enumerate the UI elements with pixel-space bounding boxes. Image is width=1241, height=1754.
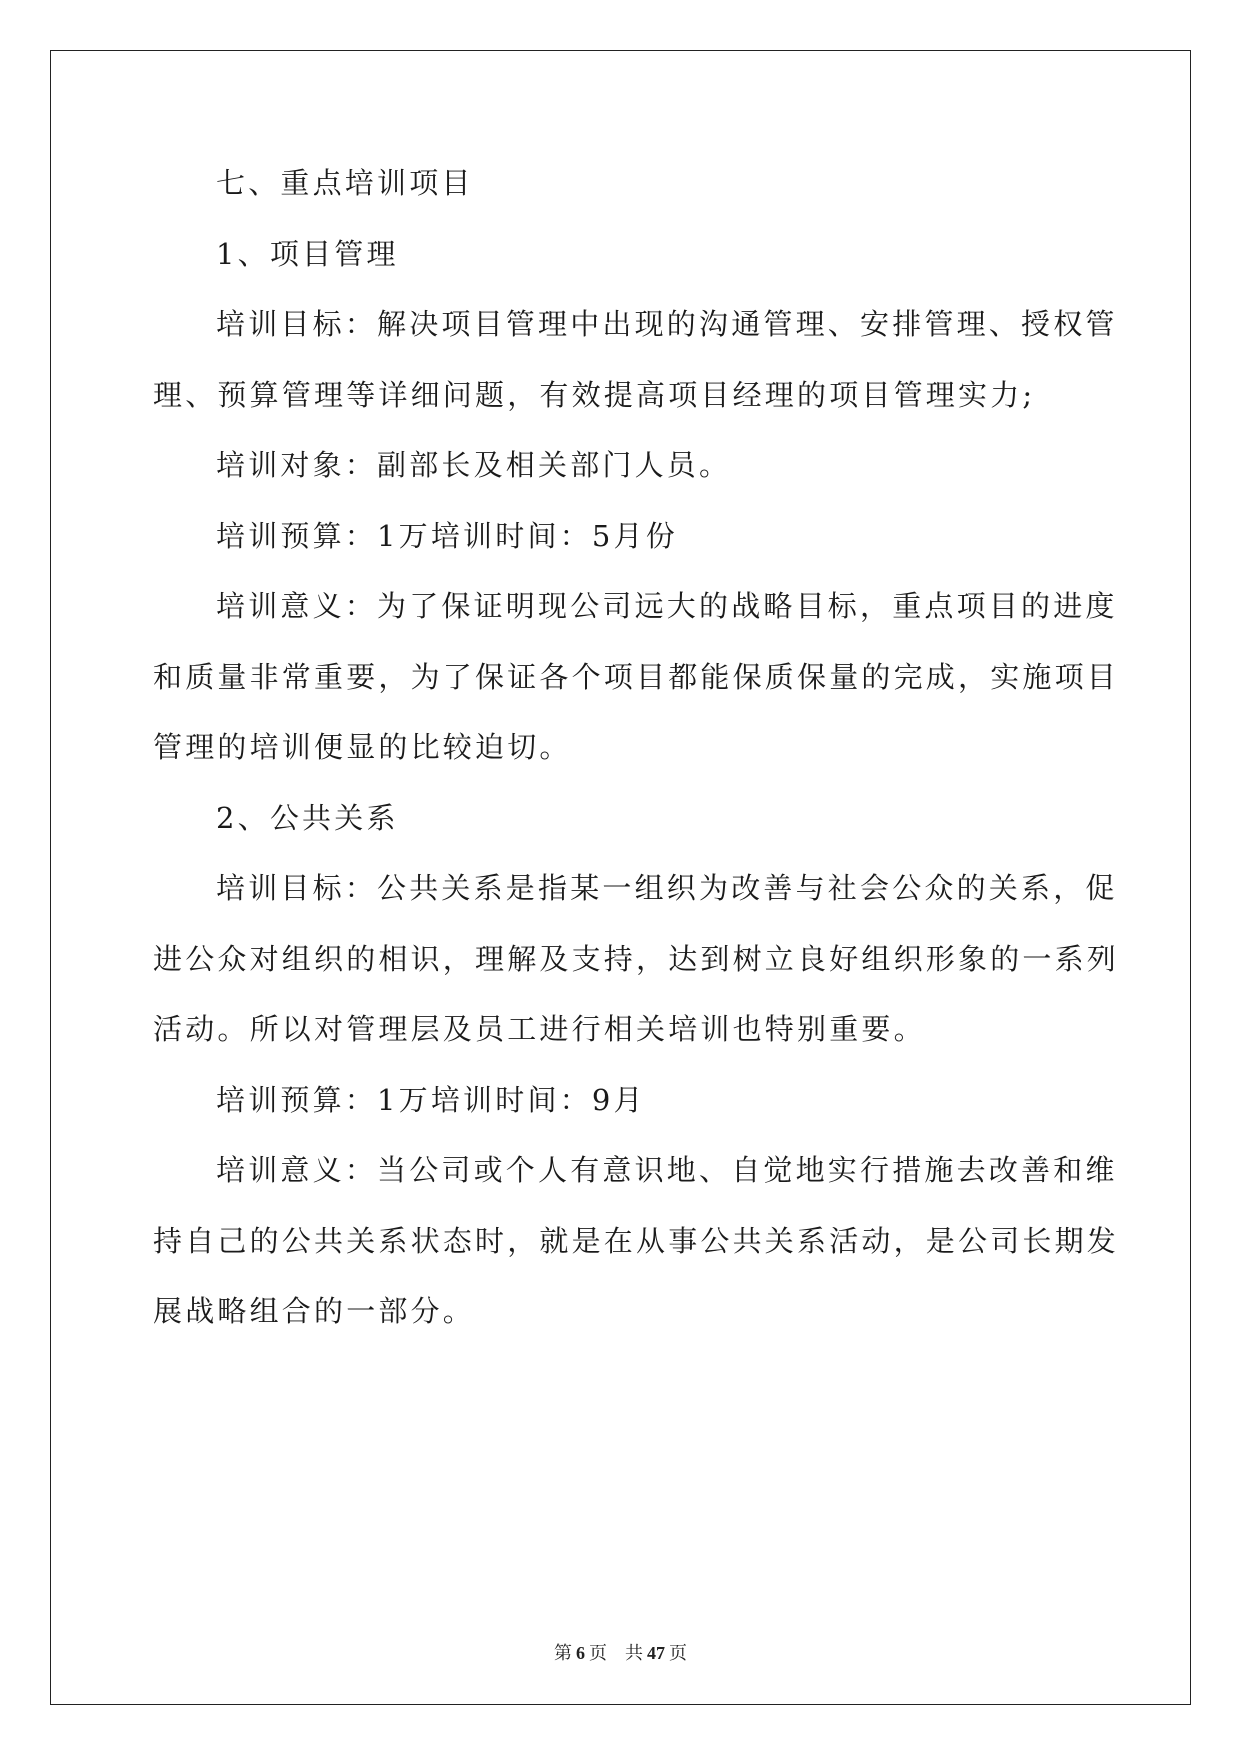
- section-heading: 七、重点培训项目: [216, 166, 474, 200]
- paragraph-line: 培训目标：解决项目管理中出现的沟通管理、安排管理、授权管: [216, 307, 1118, 341]
- footer-total-prefix: 共: [625, 1643, 643, 1663]
- footer-page-prefix: 第: [554, 1643, 572, 1663]
- page-footer: [0, 1642, 1241, 1664]
- paragraph-line: 培训意义：为了保证明现公司远大的战略目标，重点项目的进度: [216, 589, 1118, 623]
- subsection-heading: 2、公共关系: [216, 801, 399, 835]
- paragraph-line: 理、预算管理等详细问题，有效提高项目经理的项目管理实力;: [153, 378, 1036, 412]
- paragraph-line: 展战略组合的一部分。: [153, 1294, 476, 1328]
- footer-total-number: 47: [647, 1643, 665, 1663]
- paragraph-line: 培训目标：公共关系是指某一组织为改善与社会公众的关系，促: [216, 871, 1118, 905]
- paragraph-line: 培训意义：当公司或个人有意识地、自觉地实行措施去改善和维: [216, 1153, 1118, 1187]
- paragraph-line: 培训预算：1万培训时间：5月份: [216, 519, 678, 553]
- paragraph-line: 持自己的公共关系状态时，就是在从事公共关系活动，是公司长期发: [153, 1224, 1120, 1258]
- paragraph-line: 培训预算：1万培训时间：9月: [216, 1083, 646, 1117]
- footer-page-number: 6: [576, 1643, 585, 1663]
- paragraph-line: 活动。所以对管理层及员工进行相关培训也特别重要。: [153, 1012, 926, 1046]
- paragraph-line: 进公众对组织的相识，理解及支持，达到树立良好组织形象的一系列: [153, 942, 1120, 976]
- footer-total-suffix: 页: [669, 1643, 687, 1663]
- subsection-heading: 1、项目管理: [216, 237, 399, 271]
- footer-page-suffix: 页: [589, 1643, 607, 1663]
- paragraph-line: 培训对象：副部长及相关部门人员。: [216, 448, 732, 482]
- paragraph-line: 和质量非常重要，为了保证各个项目都能保质保量的完成，实施项目: [153, 660, 1120, 694]
- paragraph-line: 管理的培训便显的比较迫切。: [153, 730, 572, 764]
